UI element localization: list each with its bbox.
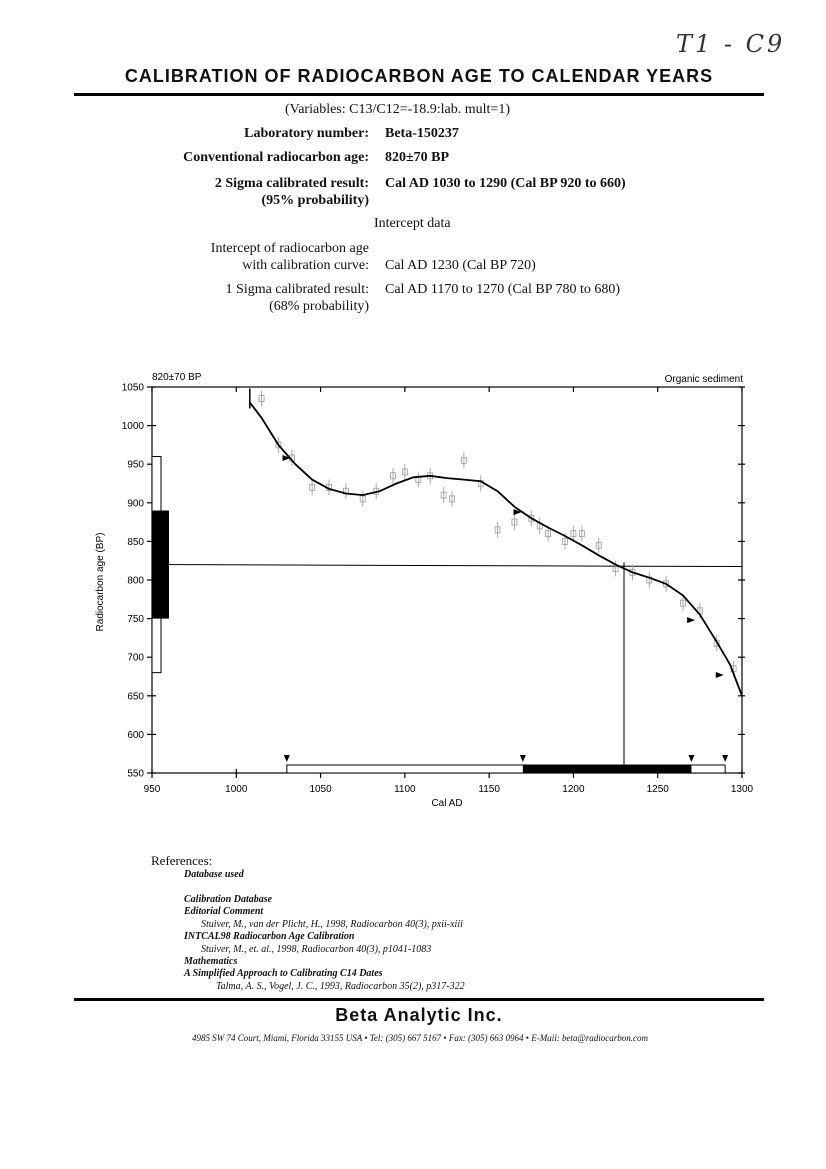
y-tick-label: 800 (127, 575, 144, 587)
ref-editorial-comment: Editorial Comment (184, 906, 264, 917)
range-marker (520, 755, 526, 762)
y-tick-label: 1000 (121, 421, 144, 433)
range-marker (722, 755, 728, 762)
y-tick-label: 550 (127, 768, 144, 780)
y-tick-label: 1050 (121, 382, 144, 394)
ref-calibration-database: Calibration Database (184, 894, 273, 905)
y-tick-label: 750 (127, 614, 144, 626)
one-sigma-cal-bar (523, 765, 692, 773)
handwritten-note: T1 - C9 (676, 30, 786, 58)
footer-rule (74, 998, 764, 1001)
y-axis-label: Radiocarbon age (BP) (95, 532, 106, 632)
range-marker (688, 755, 694, 762)
curve-marker (687, 617, 695, 623)
curve-marker (716, 672, 724, 678)
ref-intcal-cite: Stuiver, M., et. al., 1998, Radiocarbon 40(3), p1041-1083 (201, 944, 432, 955)
measured-age-line (152, 565, 742, 567)
one-sigma-value: Cal AD 1170 to 1270 (Cal BP 780 to 680) (385, 282, 621, 297)
one-sigma-label: 1 Sigma calibrated result: (225, 282, 369, 297)
y-tick-label: 950 (127, 459, 144, 471)
ref-mathematics: Mathematics (184, 956, 238, 967)
ref-approach-title: A Simplified Approach to Calibrating C14 Dates (184, 968, 383, 979)
ref-intcal-title: INTCAL98 Radiocarbon Age Calibration (184, 931, 355, 942)
two-sigma-value: Cal AD 1030 to 1290 (Cal BP 920 to 660) (385, 176, 626, 191)
two-sigma-label: 2 Sigma calibrated result: (214, 176, 369, 191)
report-title: CALIBRATION OF RADIOCARBON AGE TO CALENDAR YEARS (124, 66, 714, 86)
calibration-curve (250, 402, 742, 695)
variables-line: (Variables: C13/C12=-18.9:lab. mult=1) (285, 102, 510, 117)
x-tick-label: 1100 (394, 784, 416, 795)
x-axis-label: Cal AD (431, 798, 463, 809)
lab-number-value: Beta-150237 (385, 126, 459, 141)
intercept-value: Cal AD 1230 (Cal BP 720) (385, 258, 536, 273)
y-tick-label: 600 (127, 729, 144, 741)
x-tick-label: 950 (143, 784, 161, 795)
x-tick-label: 1150 (478, 784, 500, 795)
intercept-label: Intercept of radiocarbon age (210, 241, 369, 256)
two-sigma-probability: (95% probability) (261, 193, 369, 208)
intercept-heading: Intercept data (374, 216, 451, 231)
chart-subtitle: Organic sediment (664, 374, 743, 385)
ref-editorial-cite: Stuiver, M., van der Plicht, H., 1998, Radiocarbon 40(3), pxii-xiii (201, 919, 463, 930)
x-tick-label: 1050 (309, 784, 332, 795)
x-tick-label: 1200 (562, 784, 585, 795)
one-sigma-probability: (68% probability) (269, 299, 369, 314)
x-tick-label: 1000 (225, 784, 248, 795)
y-tick-label: 900 (127, 498, 144, 510)
x-tick-label: 1300 (730, 784, 754, 795)
lab-number-label: Laboratory number: (244, 126, 369, 141)
references-heading: References: (151, 853, 213, 868)
conventional-age-label: Conventional radiocarbon age: (183, 150, 369, 165)
y-tick-label: 700 (127, 652, 144, 664)
x-tick-label: 1250 (646, 784, 669, 795)
intercept-label-2: with calibration curve: (242, 258, 369, 273)
y-tick-label: 850 (127, 536, 144, 548)
y-tick-label: 650 (127, 691, 144, 703)
company-address: 4985 SW 74 Court, Miami, Florida 33155 USA • Tel: (305) 667 5167 • Fax: (305) 663 0964 • E-Mail: beta@radiocarbon.com (192, 1033, 648, 1043)
range-marker (284, 755, 290, 762)
ref-approach-cite: Talma, A. S., Vogel, J. C., 1993, Radiocarbon 35(2), p317-322 (216, 981, 465, 992)
conventional-age-value: 820±70 BP (385, 150, 450, 165)
chart-title: 820±70 BP (152, 372, 202, 383)
ref-database-used: Database used (184, 869, 244, 880)
company-name: Beta Analytic Inc. (335, 1005, 503, 1025)
